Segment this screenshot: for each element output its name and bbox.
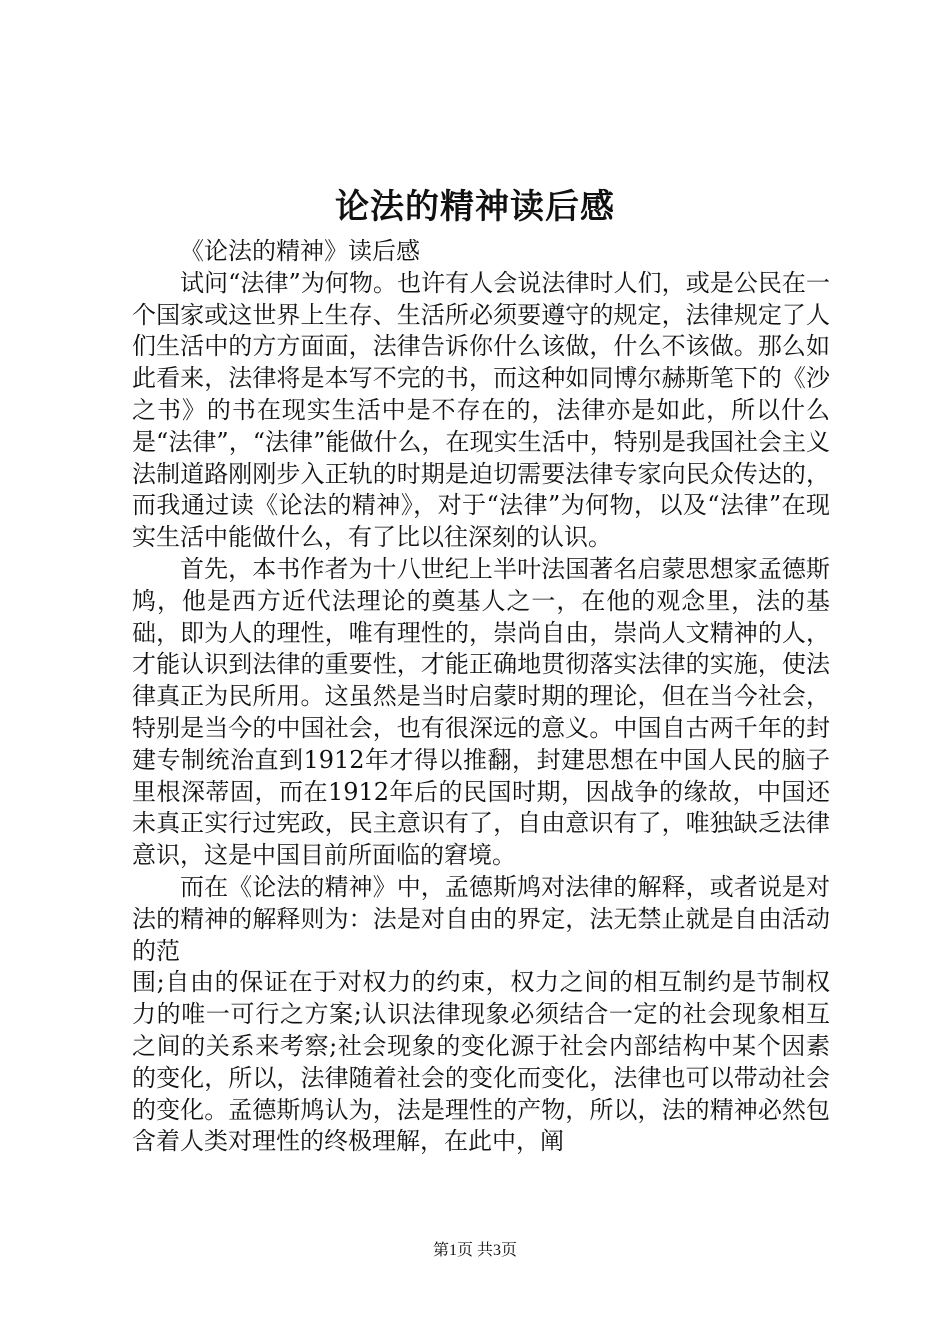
document-body: [132, 236, 830, 1158]
document-title: 论法的精神读后感: [335, 187, 615, 227]
page-number-footer: 第1页 共3页: [432, 1242, 517, 1259]
paragraph: 首先，本书作者为十八世纪上半叶法国著名启蒙思想家孟德斯鸠，他是西方近代法理论的奠基人之一，在他的观念里，法的基础，即为人的理性，唯有理性的，崇尚自由，崇尚人文精神的人，才能认识到法律的重要性，才能正确地贯彻落实法律的实施，使法律真正为民所用。这虽然是当时启蒙时期的理论，但在当今社会，特别是当今的中国社会，也有很深远的意义。中国自古两千年的封建专制统治直到1912年才得以推翻，封建思想在中国人民的脑子里根深蒂固，而在1912年后的民国时期，因战争的缘故，中国还未真正实行过宪政，民主意识有了，自由意识有了，唯独缺乏法律意识，这是中国目前所面临的窘境。: [132, 554, 830, 870]
paragraph-subtitle: 《论法的精神》读后感: [180, 237, 420, 265]
paragraph: 而在《论法的精神》中，孟德斯鸠对法律的解释，或者说是对法的精神的解释则为：法是对自由的界定，法无禁止就是自由活动的范: [132, 872, 830, 965]
paragraph: 围;自由的保证在于对权力的约束，权力之间的相互制约是节制权力的唯一可行之方案;认识法律现象必须结合一定的社会现象相互之间的关系来考察;社会现象的变化源于社会内部结构中某个因素的变化，所以，法律随着社会的变化而变化，法律也可以带动社会的变化。孟德斯鸠认为，法是理性的产物，所以，法的精神必然包含着人类对理性的终极理解，在此中，阐: [132, 968, 830, 1156]
paragraph: 试问“法律”为何物。也许有人会说法律时人们，或是公民在一个国家或这世界上生存、生活所必须要遵守的规定，法律规定了人们生活中的方方面面，法律告诉你什么该做，什么不该做。那么如此看来，法律将是本写不完的书，而这种如同博尔赫斯笔下的《沙之书》的书在现实生活中是不存在的，法律亦是如此，所以什么是“法律”，“法律”能做什么，在现实生活中，特别是我国社会主义法制道路刚刚步入正轨的时期是迫切需要法律专家向民众传达的，而我通过读《论法的精神》，对于“法律”为何物，以及“法律”在现实生活中能做什么，有了比以往深刻的认识。: [132, 268, 830, 552]
